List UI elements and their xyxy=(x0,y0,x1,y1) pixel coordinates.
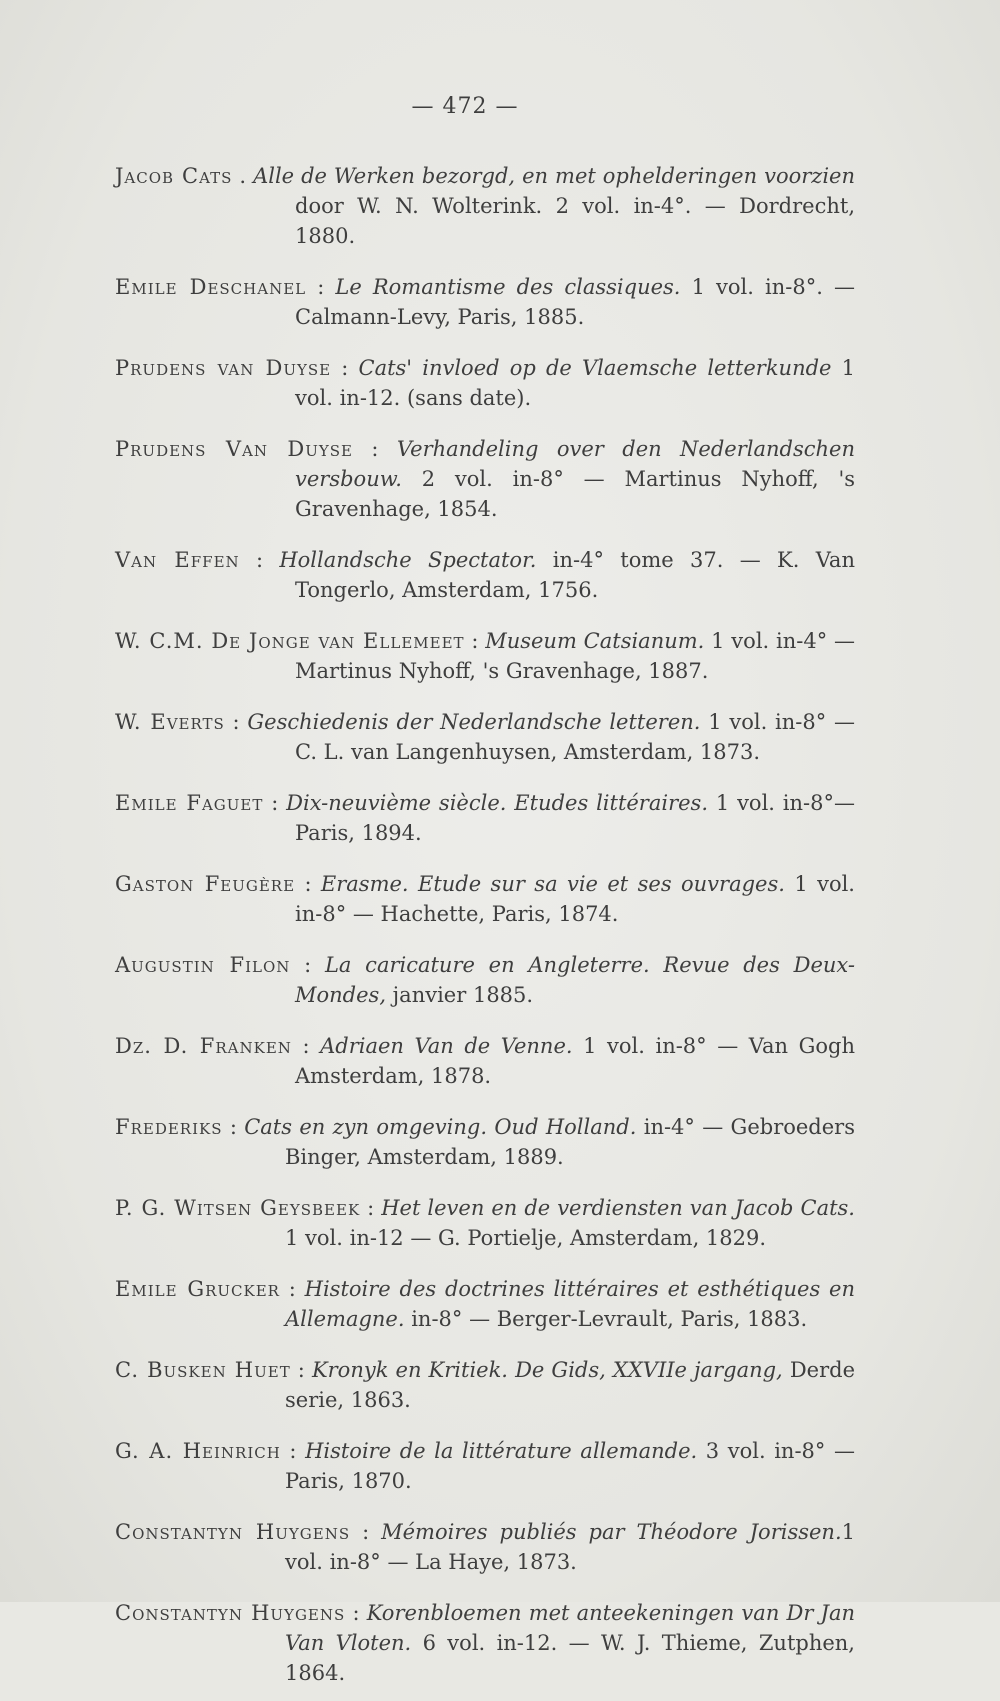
bibliography-entry xyxy=(115,353,855,413)
entry-title: La caricature en Angleterre. Revue des Deux-Mondes, xyxy=(295,953,855,1007)
entry-separator: : xyxy=(290,953,325,977)
entry-author: Augustin Filon xyxy=(115,953,291,977)
bibliography-entry xyxy=(115,161,855,251)
entry-author: Prudens van Duyse xyxy=(115,356,332,380)
entry-publication: in-4° tome 37. — K. Van Tongerlo, Amsterdam, 1756. xyxy=(295,548,855,602)
bibliography-entry xyxy=(115,1031,855,1091)
entry-author: Frederiks xyxy=(115,1115,223,1139)
bibliography-entry xyxy=(115,1193,855,1253)
bibliography-entry xyxy=(115,1598,855,1688)
bibliography-entry xyxy=(115,1355,855,1415)
entry-publication: 6 vol. in-12. — W. J. Thieme, Zutphen, 1864. xyxy=(285,1631,855,1685)
entry-author: Emile Grucker xyxy=(115,1277,280,1301)
entry-publication: janvier 1885. xyxy=(386,983,534,1007)
entry-title: Kronyk en Kritiek. De Gids, XXVIIe jargang, xyxy=(311,1358,783,1382)
entry-author: Jacob Cats xyxy=(115,164,233,188)
entry-title: Het leven en de verdiensten van Jacob Cats. xyxy=(381,1196,855,1220)
entry-separator: : xyxy=(306,275,336,299)
entry-title: Erasme. Etude sur sa vie et ses ouvrages. xyxy=(320,872,785,896)
bibliography-entry xyxy=(115,1274,855,1334)
entry-author: W. Everts xyxy=(115,710,225,734)
entry-publication: 1 vol. in-8° — C. L. van Langenhuysen, Amsterdam, 1873. xyxy=(295,710,855,764)
entry-publication: 1 vol. in-12. (sans date). xyxy=(295,356,855,410)
entry-title: Alle de Werken bezorgd, en met ophelderingen voorzien xyxy=(253,164,855,188)
entry-separator: : xyxy=(279,1277,305,1301)
entry-separator: : xyxy=(224,710,248,734)
entry-title: Le Romantisme des classiques. xyxy=(335,275,681,299)
bibliography-entry xyxy=(115,1517,855,1577)
entry-separator: : xyxy=(222,1115,245,1139)
page-number: — 472 — xyxy=(411,94,519,119)
entry-publication: 3 vol. in-8° — Paris, 1870. xyxy=(285,1439,855,1493)
entry-title: Cats en zyn omgeving. Oud Holland. xyxy=(244,1115,637,1139)
entry-publication: 1 vol. in-8°— Paris, 1894. xyxy=(295,791,856,845)
bibliography-entry xyxy=(115,272,855,332)
entry-author: Constantyn Huygens xyxy=(115,1601,346,1625)
entry-separator: : xyxy=(239,548,280,572)
entry-author: Constantyn Huygens xyxy=(115,1520,351,1544)
entry-separator: : xyxy=(280,1439,306,1463)
entry-publication: 1 vol. in-12 — G. Portielje, Amsterdam, 1829. xyxy=(285,1226,767,1250)
entry-separator: : xyxy=(464,629,486,653)
entry-author: P. G. Witsen Geysbeek xyxy=(115,1196,361,1220)
entry-title: Geschiedenis der Nederlandsche letteren. xyxy=(247,710,701,734)
entry-separator: : xyxy=(353,437,397,461)
entry-separator: : xyxy=(331,356,359,380)
bibliography-entry xyxy=(115,788,855,848)
entry-title: Cats' invloed op de Vlaemsche letterkunde xyxy=(358,356,832,380)
entry-author: W. C.M. De Jonge van Ellemeet xyxy=(115,629,465,653)
entry-title: Dix-neuvième siècle. Etudes littéraires. xyxy=(286,791,709,815)
bibliography-entry xyxy=(115,869,855,929)
bibliography-entry xyxy=(115,434,855,524)
entry-publication: 2 vol. in-8° — Martinus Nyhoff, 's Gravenhage, 1854. xyxy=(295,467,855,521)
entry-separator: : xyxy=(291,1034,321,1058)
entry-title: Hollandsche Spectator. xyxy=(279,548,537,572)
entry-publication: in-4° — Gebroeders Binger, Amsterdam, 1889. xyxy=(285,1115,855,1169)
bibliography-list xyxy=(115,140,855,1701)
bibliography-entry xyxy=(115,1112,855,1172)
entry-publication: door W. N. Wolterink. 2 vol. in-4°. — Dordrecht, 1880. xyxy=(295,194,855,248)
entry-publication: 1 vol. in-4° — Martinus Nyhoff, 's Gravenhage, 1887. xyxy=(295,629,855,683)
entry-publication: 1 vol. in-8° — Van Gogh Amsterdam, 1878. xyxy=(295,1034,855,1088)
bibliography-entry xyxy=(115,1436,855,1496)
entry-separator: : xyxy=(295,872,321,896)
entry-author: Emile Deschanel xyxy=(115,275,307,299)
bibliography-entry xyxy=(115,626,855,686)
entry-publication: in-8° — Berger-Levrault, Paris, 1883. xyxy=(404,1307,808,1331)
entry-title: Adriaen Van de Venne. xyxy=(320,1034,573,1058)
entry-title: Histoire de la littérature allemande. xyxy=(305,1439,698,1463)
entry-separator: : xyxy=(263,791,287,815)
entry-publication: 1 vol. in-8° — Hachette, Paris, 1874. xyxy=(295,872,855,926)
entry-separator: . xyxy=(232,164,254,188)
entry-author: Van Effen xyxy=(115,548,240,572)
entry-publication: 1 vol. in-8°. — Calmann-Levy, Paris, 1885. xyxy=(295,275,855,329)
entry-title: Mémoires publiés par Théodore Jorissen. xyxy=(381,1520,842,1544)
entry-author: G. A. Heinrich xyxy=(115,1439,281,1463)
bibliography-entry xyxy=(115,707,855,767)
entry-author: C. Busken Huet xyxy=(115,1358,291,1382)
entry-author: Emile Faguet xyxy=(115,791,264,815)
entry-separator: : xyxy=(345,1601,367,1625)
entry-title: Korenbloemen met anteekeningen van Dr Jan Van Vloten. xyxy=(285,1601,855,1655)
entry-separator: : xyxy=(290,1358,312,1382)
entry-author: Prudens Van Duyse xyxy=(115,437,353,461)
bibliography-entry xyxy=(115,545,855,605)
entry-title: Histoire des doctrines littéraires et esthétiques en Allemagne. xyxy=(285,1277,855,1331)
entry-separator: : xyxy=(350,1520,382,1544)
entry-publication: 1 vol. in-8° — La Haye, 1873. xyxy=(285,1520,856,1574)
bibliography-entry xyxy=(115,950,855,1010)
entry-separator: : xyxy=(360,1196,382,1220)
entry-author: Dz. D. Franken xyxy=(115,1034,292,1058)
entry-title: Museum Catsianum. xyxy=(485,629,705,653)
entry-author: Gaston Feugère xyxy=(115,872,296,896)
entry-publication: Derde serie, 1863. xyxy=(285,1358,855,1412)
entry-title: Verhandeling over den Nederlandschen versbouw. xyxy=(295,437,855,491)
